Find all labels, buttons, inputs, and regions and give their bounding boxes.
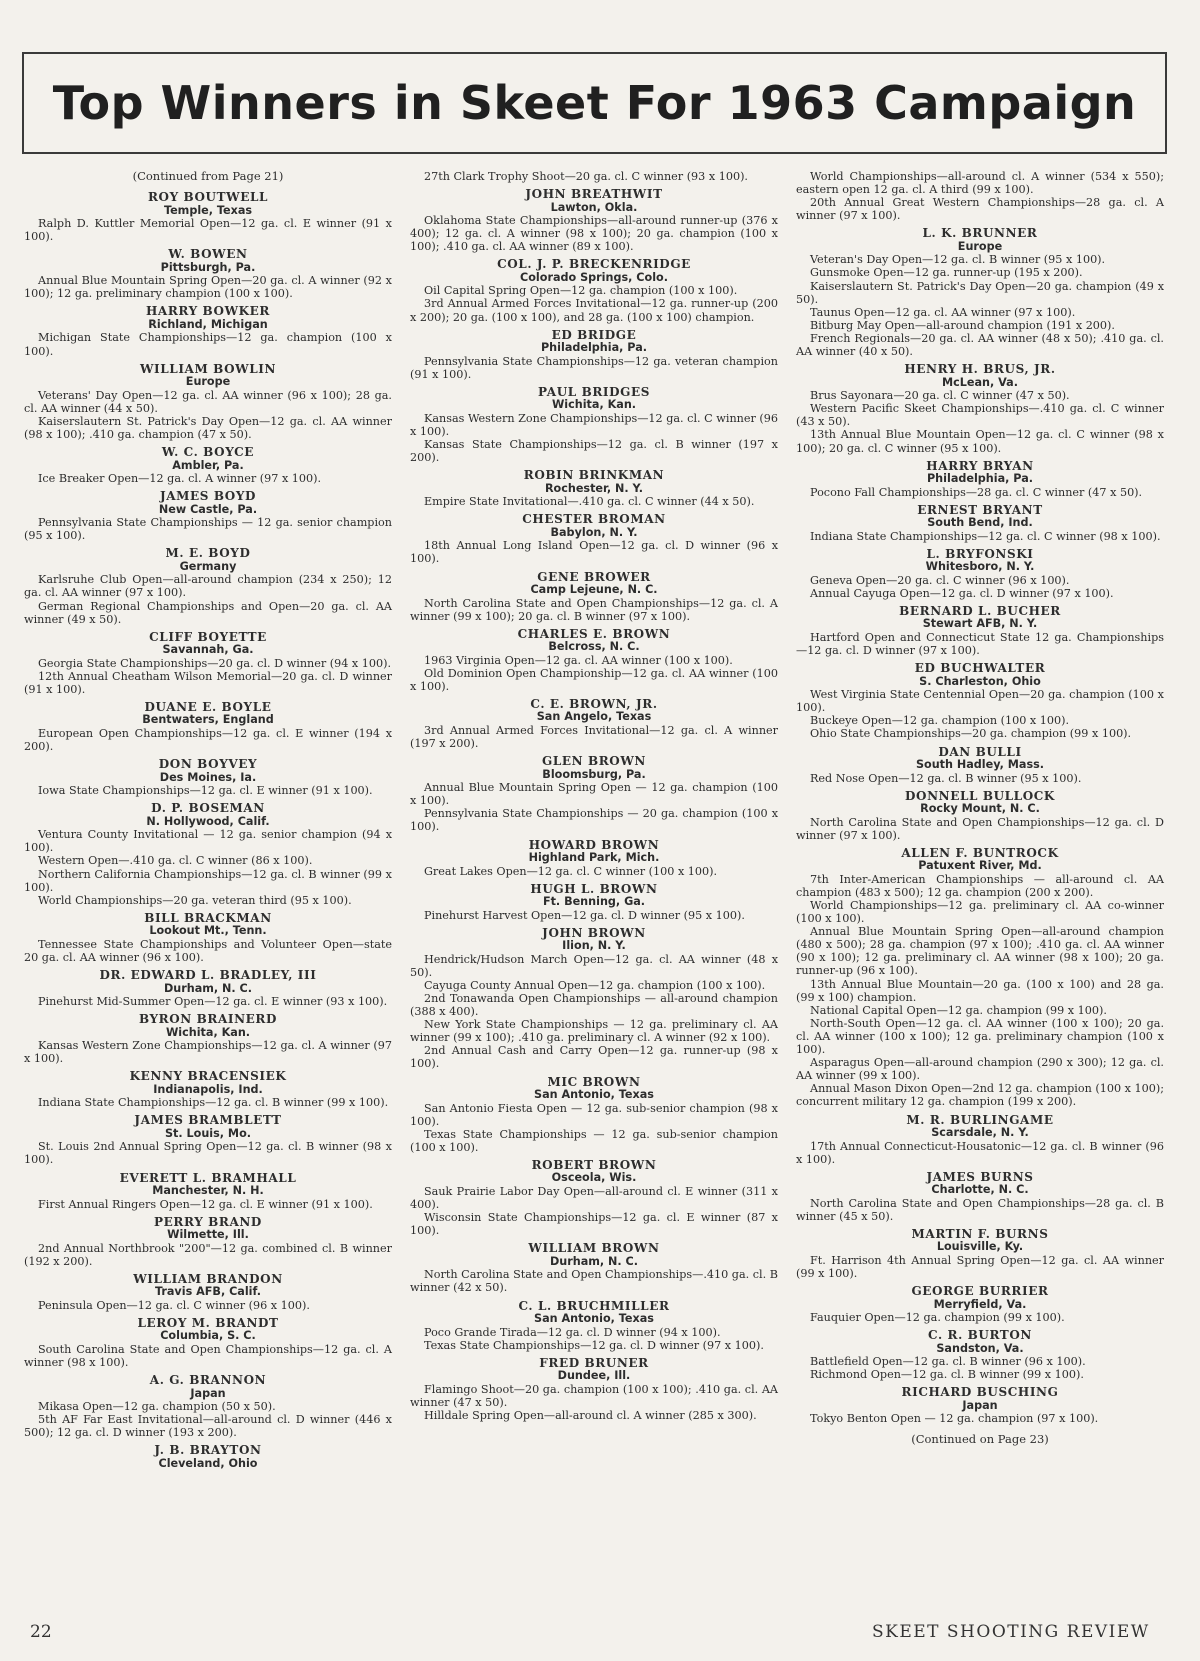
event-result: North Carolina State and Open Championships—.410 ga. cl. B winner (42 x 50). (410, 1268, 778, 1295)
winner-location: San Antonio, Texas (534, 1088, 654, 1102)
winner-entry (24, 446, 392, 485)
winner-name: L. BRYFONSKI (926, 546, 1034, 561)
winner-name: M. R. BURLINGAME (906, 1112, 1054, 1127)
winner-entry (24, 547, 392, 625)
winner-location: Louisville, Ky. (936, 1240, 1024, 1254)
event-result: Poco Grande Tirada—12 ga. cl. D winner (94 x 100). (424, 1325, 721, 1339)
winner-location: Japan (962, 1398, 998, 1412)
winner-entry (24, 1444, 392, 1470)
event-result: Kaiserslautern St. Patrick's Day Open—12 ga. cl. AA winner (98 x 100); .410 ga. champion (47 x 50). (24, 414, 392, 441)
winner-entry (24, 305, 392, 357)
winner-name: ERNEST BRYANT (917, 502, 1043, 517)
event-result: Pennsylvania State Championships — 12 ga. senior champion (95 x 100). (24, 516, 392, 543)
winner-location: S. Charleston, Ohio (919, 674, 1041, 688)
winner-entry (796, 1386, 1164, 1425)
winner-name: C. R. BURTON (928, 1328, 1032, 1343)
event-result: Ice Breaker Open—12 ga. cl. A winner (97 x 100). (38, 472, 322, 486)
winner-entry (24, 1013, 392, 1065)
winner-name: ROY BOUTWELL (147, 190, 269, 205)
winner-entry (24, 1070, 392, 1109)
event-result: Michigan State Championships—12 ga. champion (100 x 100). (24, 331, 392, 358)
event-result: 13th Annual Blue Mountain Open—12 ga. cl. C winner (98 x 100); 20 ga. cl. C winner (95 x 100). (796, 428, 1164, 455)
winner-entry (410, 513, 778, 565)
winner-entry (24, 701, 392, 753)
winner-location: South Bend, Ind. (927, 516, 1033, 530)
page-number: 22 (30, 1622, 52, 1642)
winner-name: WILLIAM BROWN (528, 1241, 660, 1256)
winner-entry (24, 631, 392, 696)
winner-name: J. B. BRAYTON (154, 1443, 262, 1458)
winner-location: Cleveland, Ohio (158, 1456, 258, 1470)
winner-entry (24, 912, 392, 964)
event-result: World Championships—all-around cl. A winner (534 x 550); eastern open 12 ga. cl. A third (99 x 100). (796, 170, 1164, 197)
winner-location: N. Hollywood, Calif. (146, 814, 270, 828)
event-result: 3rd Annual Armed Forces Invitational—12 ga. runner-up (200 x 200); 20 ga. (100 x 100), and 28 ga. (100 x 100) champion. (410, 297, 778, 324)
winner-location: Wilmette, Ill. (167, 1228, 249, 1242)
winner-name: ALLEN F. BUNTROCK (901, 845, 1059, 860)
event-result: Western Pacific Skeet Championships—.410 ga. cl. C winner (43 x 50). (796, 402, 1164, 429)
event-result: 2nd Annual Northbrook "200"—12 ga. combined cl. B winner (192 x 200). (24, 1241, 392, 1268)
winner-name: PAUL BRIDGES (538, 384, 650, 399)
event-result: Northern California Championships—12 ga. cl. B winner (99 x 100). (24, 867, 392, 894)
winner-entry (796, 504, 1164, 543)
winner-entry (24, 1172, 392, 1211)
event-result: World Championships—12 ga. preliminary cl. AA co-winner (100 x 100). (796, 899, 1164, 926)
event-result: 20th Annual Great Western Championships—28 ga. cl. A winner (97 x 100). (796, 196, 1164, 223)
event-result: Indiana State Championships—12 ga. cl. B winner (99 x 100). (38, 1096, 389, 1110)
event-result: Ft. Harrison 4th Annual Spring Open—12 ga. cl. AA winner (99 x 100). (796, 1253, 1164, 1280)
winner-location: Bloomsburg, Pa. (542, 767, 646, 781)
winner-name: C. E. BROWN, JR. (530, 696, 658, 711)
winner-location: Stewart AFB, N. Y. (922, 617, 1038, 631)
winner-location: South Hadley, Mass. (915, 758, 1045, 772)
event-result: Annual Mason Dixon Open—2nd 12 ga. champion (100 x 100); concurrent military 12 ga. champion (199 x 200). (796, 1082, 1164, 1109)
event-result: Asparagus Open—all-around champion (290 x 300); 12 ga. cl. AA winner (99 x 100). (796, 1056, 1164, 1083)
winner-name: C. L. BRUCHMILLER (518, 1298, 670, 1313)
event-result: North Carolina State and Open Championships—12 ga. cl. D winner (97 x 100). (796, 815, 1164, 842)
winner-location: Rochester, N. Y. (544, 481, 644, 495)
winner-name: KENNY BRACENSIEK (129, 1069, 287, 1084)
winner-name: CHESTER BROMAN (522, 512, 666, 527)
page-title: Top Winners in Skeet For 1963 Campaign (52, 76, 1137, 130)
winner-location: Camp Lejeune, N. C. (530, 583, 658, 596)
event-result: Annual Blue Mountain Spring Open—20 ga. cl. A winner (92 x 100); 12 ga. preliminary champion (100 x 100). (24, 274, 392, 301)
winner-name: DAN BULLI (938, 744, 1022, 759)
winner-entry (24, 248, 392, 300)
event-result: Western Open—.410 ga. cl. C winner (86 x 100). (38, 854, 313, 868)
event-result: Buckeye Open—12 ga. champion (100 x 100). (810, 714, 1070, 728)
event-result: Great Lakes Open—12 ga. cl. C winner (100 x 100). (424, 864, 718, 878)
winner-entry (410, 571, 778, 623)
event-result: Oklahoma State Championships—all-around runner-up (376 x 400); 12 ga. cl. A winner (98 x 100); 20 ga. champion (100 x 100); .410 ga. cl. AA winner (89 x 100). (410, 214, 778, 254)
winner-entry (410, 628, 778, 693)
event-result: New York State Championships — 12 ga. preliminary cl. AA winner (99 x 100); .410 ga. preliminary cl. A winner (92 x 100). (410, 1018, 778, 1045)
winner-location: Durham, N. C. (549, 1254, 639, 1268)
winner-entry (24, 1114, 392, 1166)
winner-name: ED BRIDGE (551, 327, 637, 342)
winner-entry (796, 847, 1164, 1109)
winner-entry (796, 790, 1164, 842)
event-result: South Carolina State and Open Championships—12 ga. cl. A winner (98 x 100). (24, 1342, 392, 1370)
winner-entry (410, 170, 778, 183)
winner-entry (410, 1300, 778, 1352)
winner-location: Ambler, Pa. (172, 458, 244, 472)
event-result: Ventura County Invitational — 12 ga. senior champion (94 x 100). (24, 828, 392, 855)
winner-name: JOHN BREATHWIT (525, 187, 663, 202)
event-result: Cayuga County Annual Open—12 ga. champion (100 x 100). (424, 978, 766, 992)
event-result: Pennsylvania State Championships—12 ga. veteran champion (91 x 100). (410, 354, 778, 381)
event-result: Hartford Open and Connecticut State 12 ga. Championships—12 ga. cl. D winner (97 x 100). (796, 630, 1164, 658)
winner-name: MARTIN F. BURNS (911, 1226, 1049, 1241)
event-result: 2nd Annual Cash and Carry Open—12 ga. runner-up (98 x 100). (410, 1044, 778, 1071)
event-result: Kansas Western Zone Championships—12 ga. cl. A winner (97 x 100). (24, 1039, 392, 1066)
event-result: Empire State Invitational—.410 ga. cl. C winner (44 x 50). (424, 495, 755, 509)
winner-name: EVERETT L. BRAMHALL (119, 1170, 297, 1185)
continued-on-note: (Continued on Page 23) (911, 1432, 1049, 1447)
event-result: 1963 Virginia Open—12 ga. cl. AA winner (100 x 100). (424, 653, 733, 667)
winner-entry (24, 969, 392, 1008)
winner-entry (410, 883, 778, 922)
winner-name: GEORGE BURRIER (911, 1284, 1049, 1299)
winner-location: Ilion, N. Y. (562, 939, 626, 953)
event-result: North-South Open—12 ga. cl. AA winner (100 x 100); 20 ga. cl. AA winner (100 x 100); 12 ga. preliminary champion (100 x 100). (796, 1016, 1164, 1057)
winner-location: Whitesboro, N. Y. (925, 560, 1035, 574)
event-result: Annual Blue Mountain Spring Open — 12 ga. champion (100 x 100). (410, 781, 778, 808)
winner-name: HOWARD BROWN (528, 837, 660, 852)
event-result: Brus Sayonara—20 ga. cl. C winner (47 x 50). (810, 389, 1070, 403)
winner-name: M. E. BOYD (165, 546, 251, 561)
winner-location: Philadelphia, Pa. (540, 341, 647, 355)
event-result: National Capital Open—12 ga. champion (99 x 100). (810, 1003, 1107, 1017)
winner-location: Europe (185, 375, 231, 389)
event-result: Flamingo Shoot—20 ga. champion (100 x 100); .410 ga. cl. AA winner (47 x 50). (410, 1382, 778, 1409)
winner-entry (410, 698, 778, 750)
winner-location: Scarsdale, N. Y. (931, 1126, 1029, 1139)
winner-location: Indianapolis, Ind. (153, 1082, 263, 1096)
event-result: Ohio State Championships—20 ga. champion (99 x 100). (810, 727, 1132, 741)
winner-location: Patuxent River, Md. (918, 859, 1042, 873)
event-result: Pennsylvania State Championships — 20 ga. champion (100 x 100). (410, 807, 778, 834)
event-result: Peninsula Open—12 ga. cl. C winner (96 x 100). (38, 1298, 310, 1312)
event-result: Veteran's Day Open—12 ga. cl. B winner (95 x 100). (810, 253, 1106, 267)
winner-location: Bentwaters, England (142, 713, 274, 727)
winner-name: ED BUCHWALTER (914, 661, 1046, 676)
winner-location: Columbia, S. C. (160, 1329, 256, 1343)
winner-entry (796, 548, 1164, 600)
winner-name: BERNARD L. BUCHER (899, 603, 1061, 618)
winner-name: COL. J. P. BRECKENRIDGE (497, 257, 691, 272)
winner-entry (796, 605, 1164, 657)
winner-entry (796, 1329, 1164, 1381)
winner-name: HARRY BRYAN (926, 458, 1034, 473)
winner-name: GLEN BROWN (542, 754, 646, 769)
winner-location: New Castle, Pa. (158, 502, 258, 516)
winner-name: BYRON BRAINERD (138, 1012, 277, 1027)
winner-location: Durham, N. C. (163, 981, 253, 995)
winner-location: Sandston, Va. (936, 1341, 1024, 1355)
winner-entry (796, 662, 1164, 740)
winner-entry (796, 746, 1164, 785)
event-result: Karlsruhe Club Open—all-around champion (234 x 250); 12 ga. cl. AA winner (97 x 100). (24, 573, 392, 600)
event-result: North Carolina State and Open Championships—12 ga. cl. A winner (99 x 100); 20 ga. cl. B winner (97 x 100). (410, 596, 778, 623)
event-result: Oil Capital Spring Open—12 ga. champion (100 x 100). (424, 284, 738, 298)
winner-location: Japan (190, 1386, 226, 1400)
event-result: St. Louis 2nd Annual Spring Open—12 ga. cl. B winner (98 x 100). (24, 1140, 392, 1167)
winner-entry (24, 191, 392, 243)
event-result: West Virginia State Centennial Open—20 ga. champion (100 x 100). (796, 688, 1164, 715)
winner-entry (410, 1076, 778, 1154)
event-result: Texas State Championships — 12 ga. sub-senior champion (100 x 100). (410, 1127, 778, 1154)
winner-location: Europe (957, 239, 1003, 253)
winner-name: DON BOYVEY (158, 757, 258, 772)
event-result: German Regional Championships and Open—20 ga. cl. AA winner (49 x 50). (24, 599, 392, 626)
column-2 (410, 170, 778, 1427)
winner-name: JAMES BURNS (926, 1169, 1034, 1184)
winner-name: DUANE E. BOYLE (144, 699, 272, 714)
winner-entry (796, 1228, 1164, 1280)
winner-entry (796, 1285, 1164, 1324)
winner-entry (796, 1114, 1164, 1166)
event-result: Bitburg May Open—all-around champion (191 x 200). (810, 318, 1115, 332)
event-result: European Open Championships—12 ga. cl. E winner (194 x 200). (24, 726, 392, 754)
winner-location: Germany (179, 559, 237, 573)
winner-location: Wichita, Kan. (551, 398, 637, 412)
winner-name: GENE BROWER (537, 569, 651, 584)
event-result: 5th AF Far East Invitational—all-around cl. D winner (446 x 500); 12 ga. cl. D winner (193 x 200). (24, 1413, 392, 1440)
event-result: Taunus Open—12 ga. cl. AA winner (97 x 100). (810, 305, 1076, 319)
winner-location: Rocky Mount, N. C. (920, 802, 1040, 816)
winner-location: Merryfield, Va. (933, 1297, 1027, 1311)
event-result: French Regionals—20 ga. cl. AA winner (48 x 50); .410 ga. cl. AA winner (40 x 50). (796, 331, 1164, 359)
event-result: Kansas State Championships—12 ga. cl. B winner (197 x 200). (410, 438, 778, 465)
event-result: Veterans' Day Open—12 ga. cl. AA winner (96 x 100); 28 ga. cl. AA winner (44 x 50). (24, 388, 392, 415)
winner-location: Belcross, N. C. (548, 640, 640, 654)
event-result: North Carolina State and Open Championships—28 ga. cl. B winner (45 x 50). (796, 1196, 1164, 1223)
winner-name: BILL BRACKMAN (144, 910, 272, 925)
winner-name: FRED BRUNER (539, 1355, 649, 1370)
winner-entry (410, 329, 778, 381)
event-result: Hilldale Spring Open—all-around cl. A winner (285 x 300). (424, 1408, 757, 1422)
event-result: 7th Inter-American Championships — all-around cl. AA champion (483 x 500); 12 ga. champion (200 x 200). (796, 872, 1164, 899)
winner-name: A. G. BRANNON (149, 1373, 267, 1388)
column-3-entries (796, 170, 1164, 1425)
winner-location: Des Moines, Ia. (159, 770, 257, 784)
winner-location: Ft. Benning, Ga. (542, 895, 646, 909)
winner-entry (410, 469, 778, 508)
winner-entry (796, 363, 1164, 454)
winner-entry (410, 258, 778, 323)
event-result: Battlefield Open—12 ga. cl. B winner (96 x 100). (810, 1355, 1086, 1369)
event-result: Hendrick/Hudson March Open—12 ga. cl. AA winner (48 x 50). (410, 952, 778, 979)
winner-entry (410, 755, 778, 833)
event-result: First Annual Ringers Open—12 ga. cl. E winner (91 x 100). (38, 1197, 373, 1211)
winner-entry (796, 227, 1164, 358)
event-result: Mikasa Open—12 ga. champion (50 x 50). (38, 1400, 276, 1414)
winner-name: L. K. BRUNNER (922, 226, 1038, 241)
winner-location: Temple, Texas (163, 203, 253, 217)
event-result: Indiana State Championships—12 ga. cl. C winner (98 x 100). (810, 529, 1161, 543)
event-result: 2nd Tonawanda Open Championships — all-around champion (388 x 400). (410, 992, 778, 1019)
event-result: Gunsmoke Open—12 ga. runner-up (195 x 200). (810, 266, 1083, 280)
event-result: Pinehurst Harvest Open—12 ga. cl. D winner (95 x 100). (424, 908, 745, 922)
event-result: Annual Cayuga Open—12 ga. cl. D winner (97 x 100). (810, 586, 1114, 600)
winner-location: Wichita, Kan. (165, 1025, 251, 1039)
event-result: Red Nose Open—12 ga. cl. B winner (95 x 100). (810, 771, 1082, 785)
event-result: 17th Annual Connecticut-Housatonic—12 ga. cl. B winner (96 x 100). (796, 1139, 1164, 1166)
magazine-name: SKEET SHOOTING REVIEW (872, 1622, 1150, 1642)
winner-entry (24, 1216, 392, 1268)
winner-name: WILLIAM BOWLIN (139, 361, 277, 376)
event-result: World Championships—20 ga. veteran third (95 x 100). (38, 893, 352, 907)
event-result: Kaiserslautern St. Patrick's Day Open—20 ga. champion (49 x 50). (796, 279, 1164, 306)
event-result: Texas State Championships—12 ga. cl. D winner (97 x 100). (424, 1338, 764, 1352)
winner-location: Travis AFB, Calif. (154, 1285, 262, 1299)
winner-name: RICHARD BUSCHING (901, 1385, 1059, 1400)
winner-entry (410, 839, 778, 878)
column-3 (796, 170, 1164, 1447)
event-result: Pocono Fall Championships—28 ga. cl. C winner (47 x 50). (810, 485, 1143, 499)
winner-name: W. BOWEN (168, 247, 248, 262)
winner-name: HENRY H. BRUS, JR. (904, 362, 1056, 377)
winner-location: Charlotte, N. C. (931, 1183, 1029, 1197)
winner-entry (410, 1159, 778, 1237)
event-result: Old Dominion Open Championship—12 ga. cl. AA winner (100 x 100). (410, 666, 778, 693)
winner-name: W. C. BOYCE (161, 445, 255, 460)
winner-location: Richland, Michigan (148, 317, 268, 331)
winner-location: McLean, Va. (942, 375, 1018, 389)
winner-entry (410, 188, 778, 253)
event-result: Richmond Open—12 ga. cl. B winner (99 x 100). (810, 1368, 1084, 1382)
event-result: 18th Annual Long Island Open—12 ga. cl. D winner (96 x 100). (410, 539, 778, 566)
winner-location: Lawton, Okla. (550, 200, 638, 214)
event-result: Fauquier Open—12 ga. champion (99 x 100). (810, 1311, 1065, 1325)
winner-name: CLIFF BOYETTE (149, 629, 267, 644)
winner-entry (24, 363, 392, 441)
winner-name: JAMES BOYD (159, 489, 257, 504)
winner-entry (24, 1273, 392, 1312)
winner-name: D. P. BOSEMAN (151, 801, 265, 816)
winner-location: Babylon, N. Y. (550, 525, 638, 539)
event-result: Ralph D. Kuttler Memorial Open—12 ga. cl. E winner (91 x 100). (24, 217, 392, 244)
winner-location: San Antonio, Texas (534, 1312, 654, 1325)
winner-name: MIC BROWN (547, 1074, 641, 1089)
event-result: 12th Annual Cheatham Wilson Memorial—20 ga. cl. D winner (91 x 100). (24, 669, 392, 696)
column-2-entries (410, 170, 778, 1422)
event-result: Wisconsin State Championships—12 ga. cl. E winner (87 x 100). (410, 1211, 778, 1238)
event-result: Sauk Prairie Labor Day Open—all-around cl. E winner (311 x 400). (410, 1184, 778, 1212)
event-result: 27th Clark Trophy Shoot—20 ga. cl. C winner (93 x 100). (424, 170, 748, 183)
winner-location: Colorado Springs, Colo. (520, 270, 668, 284)
winner-name: CHARLES E. BROWN (517, 626, 671, 641)
column-1-entries (24, 191, 392, 1470)
winner-entry (410, 1242, 778, 1294)
event-result: 13th Annual Blue Mountain—20 ga. (100 x 100) and 28 ga. (99 x 100) champion. (796, 977, 1164, 1004)
winner-name: HUGH L. BROWN (530, 881, 658, 896)
winner-location: San Angelo, Texas (536, 710, 652, 724)
winner-name: DONNELL BULLOCK (905, 788, 1055, 803)
title-box (22, 52, 1167, 154)
event-result: San Antonio Fiesta Open — 12 ga. sub-senior champion (98 x 100). (410, 1101, 778, 1128)
winner-entry (796, 170, 1164, 222)
winner-name: JAMES BRAMBLETT (134, 1113, 282, 1128)
winner-location: Pittsburgh, Pa. (160, 260, 256, 274)
winner-location: Highland Park, Mich. (528, 851, 660, 865)
event-result: Tennessee State Championships and Volunteer Open—state 20 ga. cl. AA winner (96 x 100). (24, 937, 392, 964)
winner-entry (24, 758, 392, 797)
winner-entry (24, 490, 392, 542)
event-result: Geneva Open—20 ga. cl. C winner (96 x 100). (810, 573, 1070, 587)
winner-entry (410, 927, 778, 1071)
event-result: Kansas Western Zone Championships—12 ga. cl. C winner (96 x 100). (410, 411, 778, 438)
event-result: Annual Blue Mountain Spring Open—all-around champion (480 x 500); 28 ga. champion (97 x 100); .410 ga. cl. AA winner (90 x 100); 12 ga. preliminary cl. AA winner (98 x 100); 20 ga. runner-up (96 x 100). (796, 925, 1164, 978)
winner-name: LEROY M. BRANDT (137, 1315, 279, 1330)
winner-entry (24, 1317, 392, 1369)
event-result: Iowa State Championships—12 ga. cl. E winner (91 x 100). (38, 784, 373, 798)
winner-entry (796, 460, 1164, 499)
winner-location: Osceola, Wis. (551, 1171, 637, 1185)
winner-location: Dundee, Ill. (557, 1369, 631, 1383)
winner-entry (410, 1357, 778, 1422)
winner-location: Savannah, Ga. (162, 643, 254, 657)
winner-name: ROBERT BROWN (531, 1157, 657, 1172)
event-result: Georgia State Championships—20 ga. cl. D winner (94 x 100). (38, 656, 392, 670)
winner-location: Manchester, N. H. (152, 1184, 264, 1198)
winner-name: HARRY BOWKER (145, 304, 270, 319)
winner-entry (24, 802, 392, 907)
winner-location: Philadelphia, Pa. (926, 472, 1033, 486)
winner-name: PERRY BRAND (154, 1214, 262, 1229)
event-result: Pinehurst Mid-Summer Open—12 ga. cl. E winner (93 x 100). (38, 995, 388, 1008)
winner-name: JOHN BROWN (542, 925, 646, 940)
winner-name: WILLIAM BRANDON (133, 1271, 283, 1286)
winner-name: ROBIN BRINKMAN (523, 468, 665, 483)
column-1 (24, 170, 392, 1475)
event-result: 3rd Annual Armed Forces Invitational—12 ga. cl. A winner (197 x 200). (410, 723, 778, 751)
winner-entry (410, 386, 778, 464)
continued-from-note: (Continued from Page 21) (132, 169, 284, 183)
event-result: Tokyo Benton Open — 12 ga. champion (97 x 100). (810, 1412, 1099, 1426)
winner-entry (24, 1374, 392, 1439)
winner-entry (796, 1171, 1164, 1223)
winner-location: Lookout Mt., Tenn. (149, 924, 267, 938)
winner-name: DR. EDWARD L. BRADLEY, III (99, 968, 317, 982)
winner-location: St. Louis, Mo. (164, 1126, 252, 1140)
